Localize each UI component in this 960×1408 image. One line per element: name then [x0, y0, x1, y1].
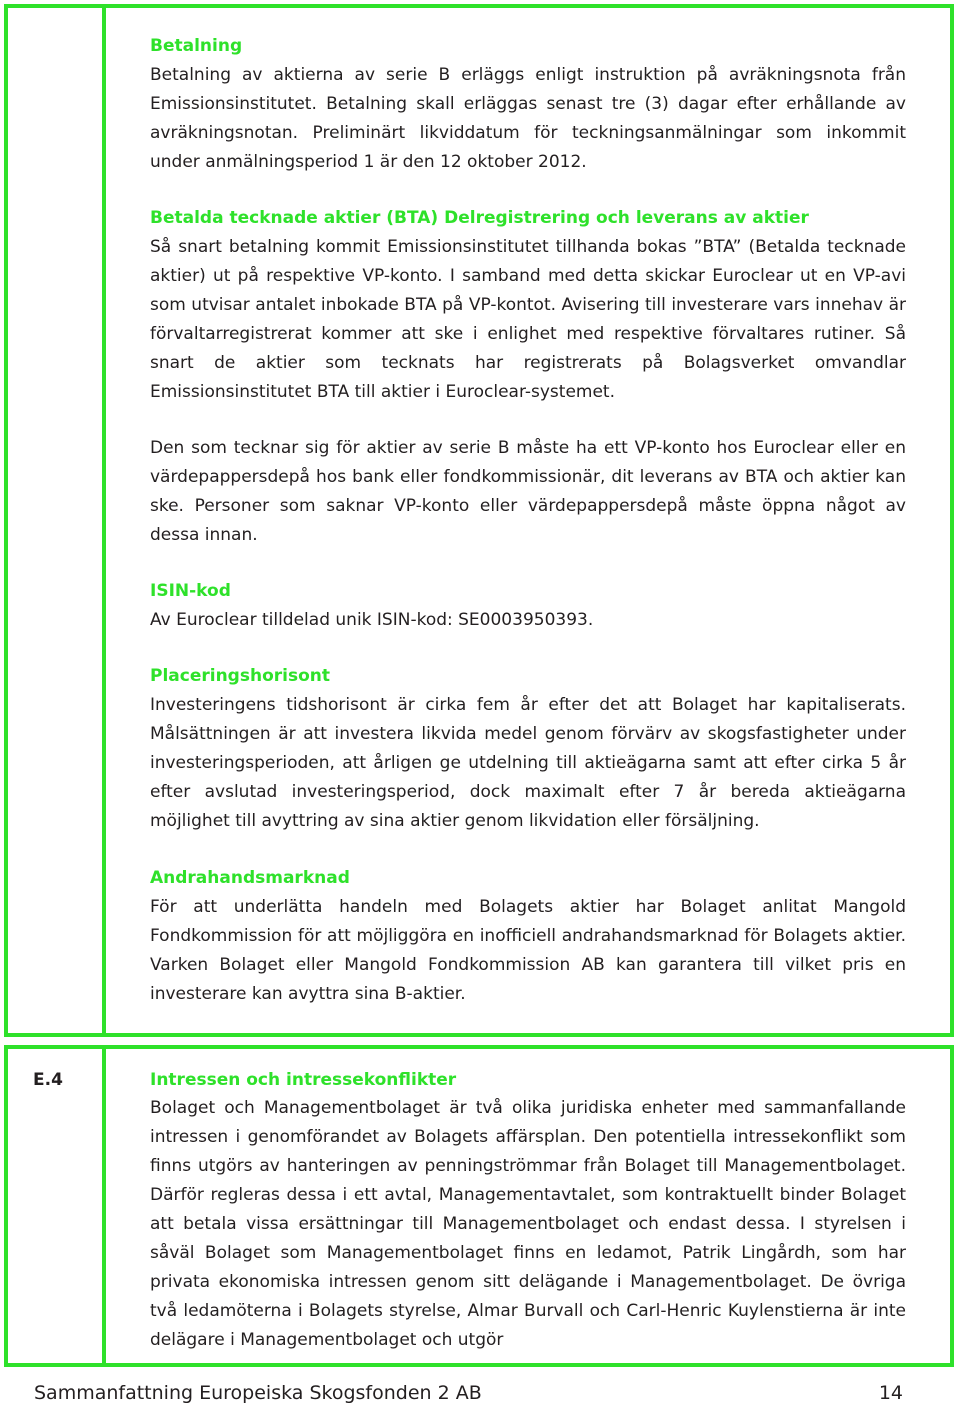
heading-intressen: Intressen och intressekonflikter: [150, 1070, 457, 1090]
paragraph-vp-konto: Den som tecknar sig för aktier av serie B måste ha ett VP-konto hos Euroclear eller en värdepappersdepå hos bank eller fondkommissionär, dit leverans av BTA och aktier kan ske. Personer som saknar VP-konto eller värdepappersdepå måste öppna något av dessa innan.: [150, 438, 906, 545]
paragraph-placeringshorisont: Investeringens tidshorisont är cirka fem år efter det att Bolaget har kapitaliserats. Målsättningen är att investera likvida medel genom förvärv av skogsfastigheter under investeringsperioden, att årligen ge utdelning till aktieägarna samt att efter cirka 5 år efter avslutad investeringsperiod, dock maximalt efter 7 år bereda aktieägarna möjlighet till avyttring av sina aktier genom likvidation eller försäljning.: [150, 695, 906, 831]
page-number: 14: [878, 1382, 903, 1404]
heading-betalning: Betalning: [150, 36, 243, 56]
section-label-e4: E.4: [33, 1070, 63, 1090]
paragraph-betalning: Betalning av aktierna av serie B erläggs enligt instruktion på avräkningsnota från Emissionsinstitutet. Betalning skall erläggas senast tre (3) dagar efter erhållande av avräkningsnotan. Preliminärt likviddatum för teckningsanmälningar som inkommit under anmälningsperiod 1 är den 12 oktober 2012.: [150, 65, 906, 172]
section-frame-divider-bottom: [102, 1045, 106, 1367]
paragraph-isin: Av Euroclear tilldelad unik ISIN-kod: SE0003950393.: [150, 610, 594, 630]
heading-isin: ISIN-kod: [150, 581, 231, 601]
paragraph-intressen: Bolaget och Managementbolaget är två olika juridiska enheter med sammanfallande intressen i genomförandet av Bolagets affärsplan. Den potentiella intressekonflikt som finns utgörs av hanteringen av penningströmmar från Bolaget till Managementbolaget. Därför regleras dessa i ett avtal, Managementavtalet, som kontraktuellt binder Bolaget att betala vissa ersättningar till Managementbolaget och endast dessa. I styrelsen i såväl Bolaget som Managementbolaget finns en ledamot, Patrik Lingårdh, som har privata ekonomiska intressen genom sitt delägande i Managementbolaget. De övriga två ledamöterna i Bolagets styrelse, Almar Burvall och Carl-Henric Kuylenstierna är inte delägare i Managementbolaget och utgör: [150, 1098, 906, 1350]
footer-title: Sammanfattning Europeiska Skogsfonden 2 AB: [34, 1382, 482, 1404]
paragraph-andrahandsmarknad: För att underlätta handeln med Bolagets aktier har Bolaget anlitat Mangold Fondkommission för att möjliggöra en inofficiell andrahandsmarknad för Bolagets aktier. Varken Bolaget eller Mangold Fondkommission AB kan garantera till vilket pris en investerare kan avyttra sina B-aktier.: [150, 897, 906, 1004]
heading-placeringshorisont: Placeringshorisont: [150, 666, 330, 686]
heading-bta: Betalda tecknade aktier (BTA) Delregistrering och leverans av aktier: [150, 208, 809, 228]
paragraph-bta: Så snart betalning kommit Emissionsinstitutet tillhanda bokas ”BTA” (Betalda tecknade aktier) ut på respektive VP-konto. I samband med detta skickar Euroclear ut en VP-avi som utvisar antalet inbokade BTA på VP-kontot. Avisering till investerare vars innehav är förvaltarregistrerat kommer att ske i enlighet med respektive förvaltares rutiner. Så snart de aktier som tecknats har registrerats på Bolagsverket omvandlar Emissionsinstitutet BTA till aktier i Euroclear-systemet.: [150, 237, 906, 402]
heading-andrahandsmarknad: Andrahandsmarknad: [150, 868, 350, 888]
section-frame-divider-top: [102, 4, 106, 1037]
